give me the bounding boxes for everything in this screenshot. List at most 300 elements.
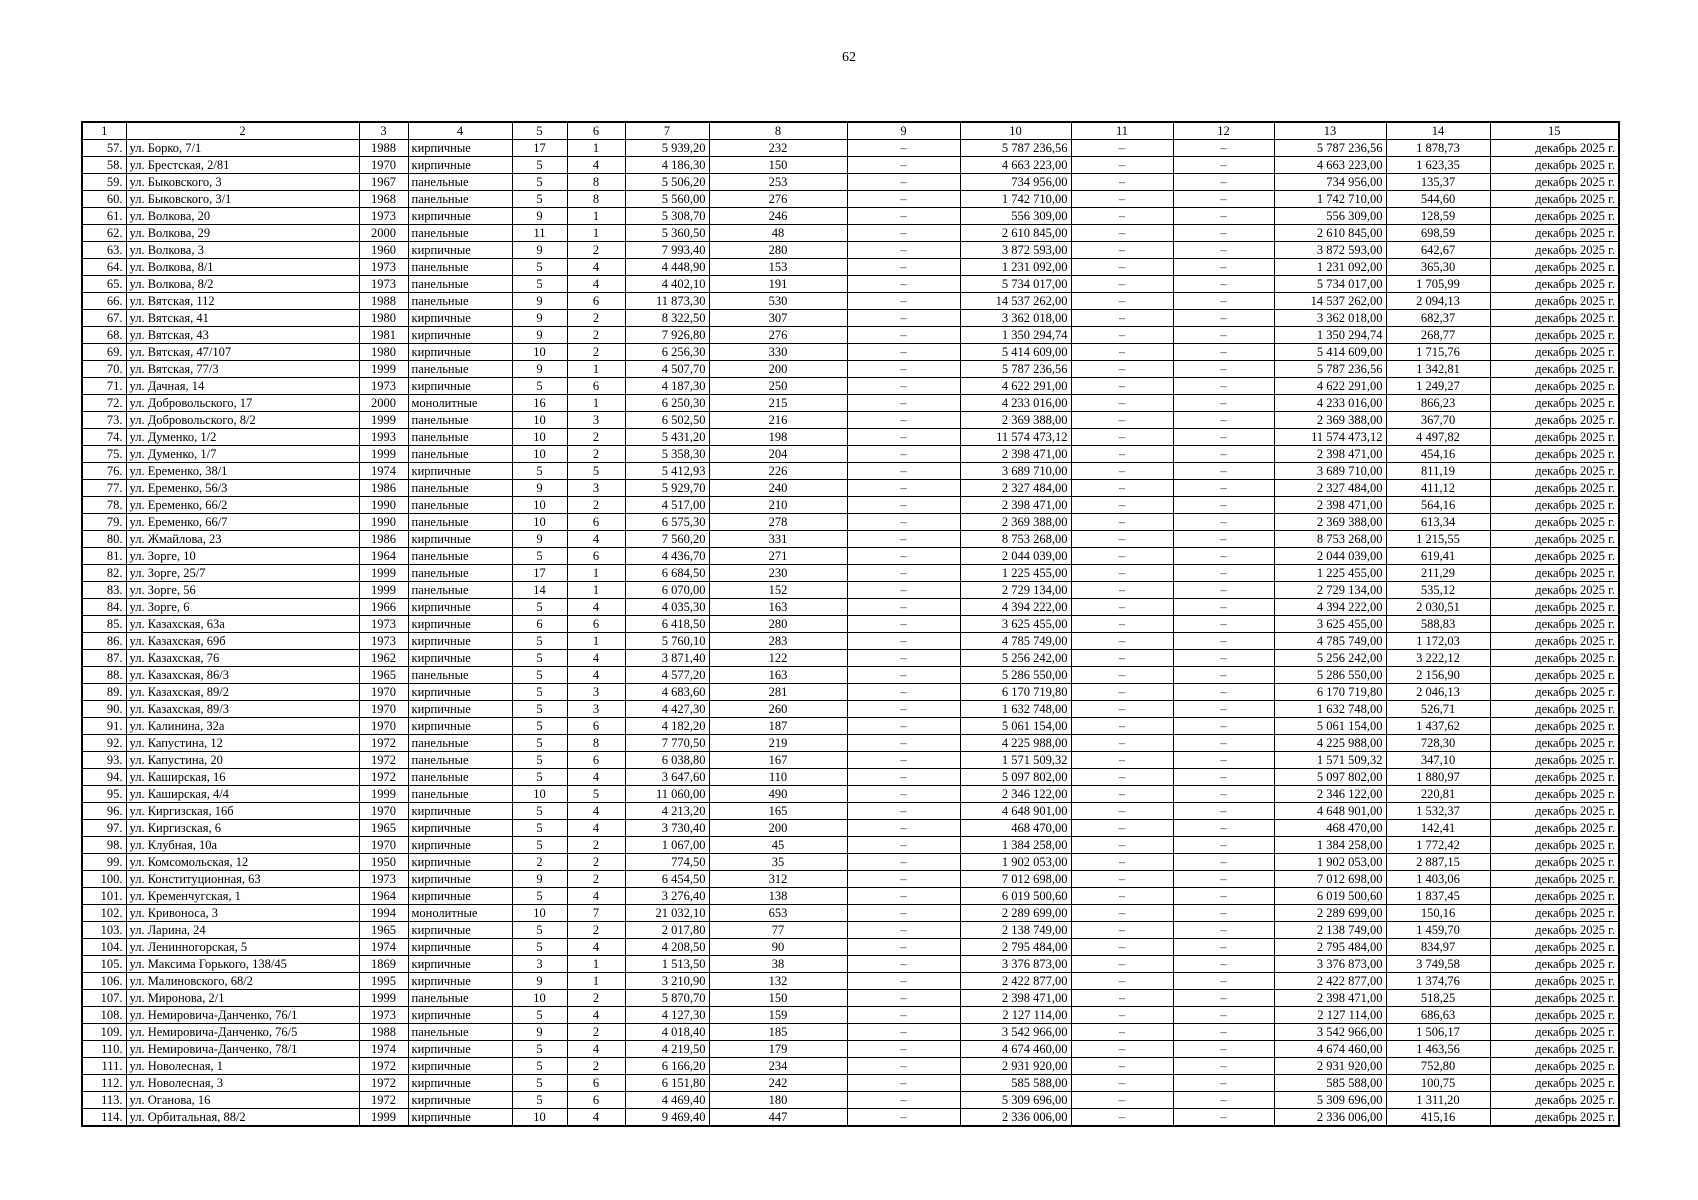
cost-fund: 3 376 873,00	[1274, 956, 1386, 973]
year-built: 1986	[359, 480, 408, 497]
table-row	[82, 735, 1619, 752]
wall-material: панельные	[408, 565, 512, 582]
cost-fund: 5 787 236,56	[1274, 361, 1386, 378]
cell-col-11: –	[1071, 633, 1173, 650]
row-number: 86.	[82, 633, 126, 650]
address: ул. Дачная, 14	[126, 378, 359, 395]
cost-per-sqm: 411,12	[1386, 480, 1490, 497]
cell-col-11: –	[1071, 956, 1173, 973]
address: ул. Орбитальная, 88/2	[126, 1109, 359, 1127]
entrances: 2	[567, 990, 625, 1007]
table-row	[82, 327, 1619, 344]
floors: 10	[512, 344, 567, 361]
wall-material: панельные	[408, 276, 512, 293]
cell-col-9: –	[847, 225, 960, 242]
cell-col-12: –	[1173, 718, 1274, 735]
cell-col-12: –	[1173, 412, 1274, 429]
address: ул. Максима Горького, 138/45	[126, 956, 359, 973]
cost-per-sqm: 135,37	[1386, 174, 1490, 191]
cell-col-11: –	[1071, 939, 1173, 956]
entrances: 2	[567, 854, 625, 871]
total-area: 1 067,00	[625, 837, 709, 854]
cell-col-12: –	[1173, 361, 1274, 378]
cell-col-12: –	[1173, 956, 1274, 973]
row-number: 76.	[82, 463, 126, 480]
completion-date: декабрь 2025 г.	[1490, 140, 1619, 157]
cost-fund: 5 097 802,00	[1274, 769, 1386, 786]
residents: 226	[709, 463, 847, 480]
table-row	[82, 820, 1619, 837]
entrances: 5	[567, 786, 625, 803]
cell-col-11: –	[1071, 225, 1173, 242]
cost-fund: 1 384 258,00	[1274, 837, 1386, 854]
entrances: 3	[567, 701, 625, 718]
year-built: 1973	[359, 378, 408, 395]
residents: 204	[709, 446, 847, 463]
floors: 2	[512, 854, 567, 871]
entrances: 6	[567, 718, 625, 735]
entrances: 4	[567, 1041, 625, 1058]
table-row	[82, 837, 1619, 854]
cost-fund: 5 414 609,00	[1274, 344, 1386, 361]
completion-date: декабрь 2025 г.	[1490, 276, 1619, 293]
table-row	[82, 718, 1619, 735]
entrances: 4	[567, 803, 625, 820]
cost-fund: 585 588,00	[1274, 1075, 1386, 1092]
row-number: 113.	[82, 1092, 126, 1109]
cost-per-sqm: 100,75	[1386, 1075, 1490, 1092]
cell-col-12: –	[1173, 769, 1274, 786]
cost-total: 2 931 920,00	[960, 1058, 1071, 1075]
cell-col-9: –	[847, 803, 960, 820]
year-built: 2000	[359, 225, 408, 242]
cost-total: 2 369 388,00	[960, 514, 1071, 531]
row-number: 84.	[82, 599, 126, 616]
entrances: 1	[567, 633, 625, 650]
row-number: 83.	[82, 582, 126, 599]
entrances: 1	[567, 140, 625, 157]
residents: 187	[709, 718, 847, 735]
total-area: 7 993,40	[625, 242, 709, 259]
wall-material: кирпичные	[408, 633, 512, 650]
cost-total: 7 012 698,00	[960, 871, 1071, 888]
entrances: 1	[567, 225, 625, 242]
year-built: 1970	[359, 803, 408, 820]
cell-col-11: –	[1071, 208, 1173, 225]
wall-material: панельные	[408, 361, 512, 378]
cell-col-11: –	[1071, 582, 1173, 599]
cell-col-11: –	[1071, 1024, 1173, 1041]
cost-fund: 14 537 262,00	[1274, 293, 1386, 310]
cost-fund: 2 610 845,00	[1274, 225, 1386, 242]
table-row	[82, 565, 1619, 582]
year-built: 1973	[359, 208, 408, 225]
cell-col-9: –	[847, 463, 960, 480]
table-row	[82, 276, 1619, 293]
row-number: 112.	[82, 1075, 126, 1092]
completion-date: декабрь 2025 г.	[1490, 378, 1619, 395]
cell-col-9: –	[847, 429, 960, 446]
entrances: 1	[567, 361, 625, 378]
cell-col-9: –	[847, 735, 960, 752]
cost-fund: 2 327 484,00	[1274, 480, 1386, 497]
cost-total: 5 787 236,56	[960, 361, 1071, 378]
floors: 5	[512, 752, 567, 769]
entrances: 6	[567, 514, 625, 531]
completion-date: декабрь 2025 г.	[1490, 786, 1619, 803]
wall-material: панельные	[408, 174, 512, 191]
cell-col-11: –	[1071, 463, 1173, 480]
wall-material: панельные	[408, 259, 512, 276]
column-header: 15	[1490, 122, 1619, 140]
entrances: 6	[567, 1092, 625, 1109]
floors: 5	[512, 1041, 567, 1058]
floors: 6	[512, 616, 567, 633]
row-number: 71.	[82, 378, 126, 395]
total-area: 4 186,30	[625, 157, 709, 174]
table-row	[82, 310, 1619, 327]
cell-col-12: –	[1173, 973, 1274, 990]
entrances: 6	[567, 293, 625, 310]
residents: 48	[709, 225, 847, 242]
floors: 10	[512, 412, 567, 429]
completion-date: декабрь 2025 г.	[1490, 463, 1619, 480]
total-area: 6 250,30	[625, 395, 709, 412]
wall-material: кирпичные	[408, 837, 512, 854]
floors: 5	[512, 939, 567, 956]
address: ул. Волкова, 8/2	[126, 276, 359, 293]
cost-per-sqm: 682,37	[1386, 310, 1490, 327]
address: ул. Быковского, 3/1	[126, 191, 359, 208]
year-built: 1988	[359, 140, 408, 157]
address: ул. Быковского, 3	[126, 174, 359, 191]
address: ул. Каширская, 4/4	[126, 786, 359, 803]
entrances: 2	[567, 446, 625, 463]
cost-per-sqm: 544,60	[1386, 191, 1490, 208]
residents: 38	[709, 956, 847, 973]
wall-material: кирпичные	[408, 1075, 512, 1092]
total-area: 9 469,40	[625, 1109, 709, 1127]
address: ул. Еременко, 66/7	[126, 514, 359, 531]
cost-total: 4 663 223,00	[960, 157, 1071, 174]
completion-date: декабрь 2025 г.	[1490, 990, 1619, 1007]
table-row	[82, 548, 1619, 565]
residents: 253	[709, 174, 847, 191]
row-number: 67.	[82, 310, 126, 327]
address: ул. Клубная, 10а	[126, 837, 359, 854]
cell-col-12: –	[1173, 667, 1274, 684]
floors: 5	[512, 769, 567, 786]
cell-col-11: –	[1071, 1092, 1173, 1109]
table-row	[82, 259, 1619, 276]
table-row	[82, 871, 1619, 888]
cell-col-11: –	[1071, 837, 1173, 854]
address: ул. Казахская, 76	[126, 650, 359, 667]
row-number: 94.	[82, 769, 126, 786]
year-built: 1999	[359, 446, 408, 463]
floors: 9	[512, 208, 567, 225]
address: ул. Киргизская, 16б	[126, 803, 359, 820]
table-row	[82, 497, 1619, 514]
residents: 234	[709, 1058, 847, 1075]
residents: 271	[709, 548, 847, 565]
cost-per-sqm: 1 705,99	[1386, 276, 1490, 293]
table-row	[82, 905, 1619, 922]
entrances: 4	[567, 599, 625, 616]
year-built: 1965	[359, 922, 408, 939]
residents: 281	[709, 684, 847, 701]
cell-col-12: –	[1173, 191, 1274, 208]
table-row	[82, 1024, 1619, 1041]
table-row	[82, 769, 1619, 786]
table-row	[82, 344, 1619, 361]
wall-material: кирпичные	[408, 854, 512, 871]
cost-per-sqm: 1 772,42	[1386, 837, 1490, 854]
year-built: 1973	[359, 871, 408, 888]
residents: 138	[709, 888, 847, 905]
cell-col-11: –	[1071, 531, 1173, 548]
cell-col-12: –	[1173, 803, 1274, 820]
cell-col-9: –	[847, 939, 960, 956]
address: ул. Вятская, 112	[126, 293, 359, 310]
floors: 5	[512, 276, 567, 293]
entrances: 2	[567, 871, 625, 888]
cost-total: 556 309,00	[960, 208, 1071, 225]
floors: 5	[512, 888, 567, 905]
cell-col-11: –	[1071, 361, 1173, 378]
cost-total: 468 470,00	[960, 820, 1071, 837]
cost-total: 2 127 114,00	[960, 1007, 1071, 1024]
entrances: 4	[567, 157, 625, 174]
entrances: 8	[567, 174, 625, 191]
residents: 163	[709, 599, 847, 616]
entrances: 3	[567, 412, 625, 429]
cost-fund: 4 674 460,00	[1274, 1041, 1386, 1058]
cell-col-11: –	[1071, 327, 1173, 344]
address: ул. Оганова, 16	[126, 1092, 359, 1109]
table-row	[82, 1007, 1619, 1024]
cell-col-9: –	[847, 174, 960, 191]
entrances: 4	[567, 939, 625, 956]
table-row	[82, 157, 1619, 174]
cost-per-sqm: 220,81	[1386, 786, 1490, 803]
cost-fund: 5 286 550,00	[1274, 667, 1386, 684]
table-row	[82, 1041, 1619, 1058]
cell-col-9: –	[847, 633, 960, 650]
residents: 198	[709, 429, 847, 446]
entrances: 4	[567, 276, 625, 293]
wall-material: кирпичные	[408, 616, 512, 633]
row-number: 100.	[82, 871, 126, 888]
entrances: 3	[567, 684, 625, 701]
cell-col-12: –	[1173, 1075, 1274, 1092]
floors: 5	[512, 259, 567, 276]
residents: 530	[709, 293, 847, 310]
cell-col-12: –	[1173, 174, 1274, 191]
completion-date: декабрь 2025 г.	[1490, 412, 1619, 429]
year-built: 1965	[359, 820, 408, 837]
total-area: 6 070,00	[625, 582, 709, 599]
cost-fund: 1 632 748,00	[1274, 701, 1386, 718]
cell-col-11: –	[1071, 650, 1173, 667]
residents: 185	[709, 1024, 847, 1041]
wall-material: панельные	[408, 225, 512, 242]
cell-col-9: –	[847, 752, 960, 769]
address: ул. Кривоноса, 3	[126, 905, 359, 922]
cost-per-sqm: 1 374,76	[1386, 973, 1490, 990]
column-header: 12	[1173, 122, 1274, 140]
cost-fund: 4 785 749,00	[1274, 633, 1386, 650]
cell-col-11: –	[1071, 905, 1173, 922]
entrances: 1	[567, 395, 625, 412]
wall-material: кирпичные	[408, 531, 512, 548]
residents: 35	[709, 854, 847, 871]
row-number: 108.	[82, 1007, 126, 1024]
cost-per-sqm: 142,41	[1386, 820, 1490, 837]
wall-material: кирпичные	[408, 1007, 512, 1024]
floors: 5	[512, 837, 567, 854]
total-area: 6 038,80	[625, 752, 709, 769]
cell-col-9: –	[847, 1007, 960, 1024]
cell-col-11: –	[1071, 820, 1173, 837]
residents: 165	[709, 803, 847, 820]
residents: 278	[709, 514, 847, 531]
residents: 250	[709, 378, 847, 395]
completion-date: декабрь 2025 г.	[1490, 701, 1619, 718]
total-area: 774,50	[625, 854, 709, 871]
column-header: 11	[1071, 122, 1173, 140]
residents: 230	[709, 565, 847, 582]
cell-col-12: –	[1173, 531, 1274, 548]
residents: 163	[709, 667, 847, 684]
year-built: 1999	[359, 990, 408, 1007]
entrances: 1	[567, 973, 625, 990]
cell-col-11: –	[1071, 157, 1173, 174]
table-row	[82, 786, 1619, 803]
cell-col-12: –	[1173, 225, 1274, 242]
cell-col-11: –	[1071, 667, 1173, 684]
entrances: 3	[567, 480, 625, 497]
completion-date: декабрь 2025 г.	[1490, 650, 1619, 667]
residents: 447	[709, 1109, 847, 1127]
year-built: 1972	[359, 752, 408, 769]
cost-fund: 2 289 699,00	[1274, 905, 1386, 922]
wall-material: кирпичные	[408, 310, 512, 327]
cell-col-9: –	[847, 786, 960, 803]
cell-col-9: –	[847, 718, 960, 735]
cost-per-sqm: 1 715,76	[1386, 344, 1490, 361]
entrances: 6	[567, 548, 625, 565]
row-number: 97.	[82, 820, 126, 837]
table-row	[82, 412, 1619, 429]
cell-col-12: –	[1173, 990, 1274, 1007]
address: ул. Еременко, 56/3	[126, 480, 359, 497]
floors: 9	[512, 242, 567, 259]
address: ул. Немировича-Данченко, 76/5	[126, 1024, 359, 1041]
table-row	[82, 225, 1619, 242]
cost-fund: 3 542 966,00	[1274, 1024, 1386, 1041]
cell-col-12: –	[1173, 293, 1274, 310]
cell-col-11: –	[1071, 310, 1173, 327]
cost-total: 2 398 471,00	[960, 446, 1071, 463]
cell-col-11: –	[1071, 599, 1173, 616]
row-number: 58.	[82, 157, 126, 174]
floors: 9	[512, 531, 567, 548]
cell-col-9: –	[847, 242, 960, 259]
cell-col-11: –	[1071, 565, 1173, 582]
row-number: 82.	[82, 565, 126, 582]
address: ул. Волкова, 3	[126, 242, 359, 259]
residents: 232	[709, 140, 847, 157]
cost-total: 4 622 291,00	[960, 378, 1071, 395]
address: ул. Казахская, 89/3	[126, 701, 359, 718]
column-header: 3	[359, 122, 408, 140]
year-built: 1973	[359, 276, 408, 293]
cell-col-11: –	[1071, 412, 1173, 429]
cell-col-12: –	[1173, 344, 1274, 361]
residents: 122	[709, 650, 847, 667]
floors: 5	[512, 701, 567, 718]
residents: 210	[709, 497, 847, 514]
floors: 17	[512, 565, 567, 582]
year-built: 1974	[359, 463, 408, 480]
table-row	[82, 752, 1619, 769]
cell-col-11: –	[1071, 752, 1173, 769]
cost-per-sqm: 518,25	[1386, 990, 1490, 1007]
address: ул. Калинина, 32а	[126, 718, 359, 735]
table-row	[82, 973, 1619, 990]
cell-col-12: –	[1173, 242, 1274, 259]
row-number: 111.	[82, 1058, 126, 1075]
cell-col-11: –	[1071, 548, 1173, 565]
year-built: 1994	[359, 905, 408, 922]
address: ул. Комсомольская, 12	[126, 854, 359, 871]
cell-col-9: –	[847, 888, 960, 905]
total-area: 6 575,30	[625, 514, 709, 531]
cell-col-12: –	[1173, 157, 1274, 174]
year-built: 2000	[359, 395, 408, 412]
cost-per-sqm: 1 878,73	[1386, 140, 1490, 157]
cell-col-9: –	[847, 293, 960, 310]
cost-total: 4 233 016,00	[960, 395, 1071, 412]
total-area: 3 871,40	[625, 650, 709, 667]
cell-col-9: –	[847, 361, 960, 378]
year-built: 1995	[359, 973, 408, 990]
floors: 5	[512, 803, 567, 820]
floors: 5	[512, 599, 567, 616]
total-area: 4 187,30	[625, 378, 709, 395]
cell-col-12: –	[1173, 1041, 1274, 1058]
residents: 132	[709, 973, 847, 990]
cell-col-9: –	[847, 582, 960, 599]
address: ул. Зорге, 10	[126, 548, 359, 565]
floors: 17	[512, 140, 567, 157]
table-row	[82, 1058, 1619, 1075]
cell-col-12: –	[1173, 820, 1274, 837]
completion-date: декабрь 2025 г.	[1490, 259, 1619, 276]
table-row	[82, 939, 1619, 956]
floors: 5	[512, 718, 567, 735]
wall-material: панельные	[408, 480, 512, 497]
total-area: 4 577,20	[625, 667, 709, 684]
wall-material: панельные	[408, 293, 512, 310]
cell-col-12: –	[1173, 922, 1274, 939]
cell-col-12: –	[1173, 327, 1274, 344]
cell-col-9: –	[847, 599, 960, 616]
cell-col-9: –	[847, 973, 960, 990]
address: ул. Волкова, 8/1	[126, 259, 359, 276]
cost-fund: 8 753 268,00	[1274, 531, 1386, 548]
